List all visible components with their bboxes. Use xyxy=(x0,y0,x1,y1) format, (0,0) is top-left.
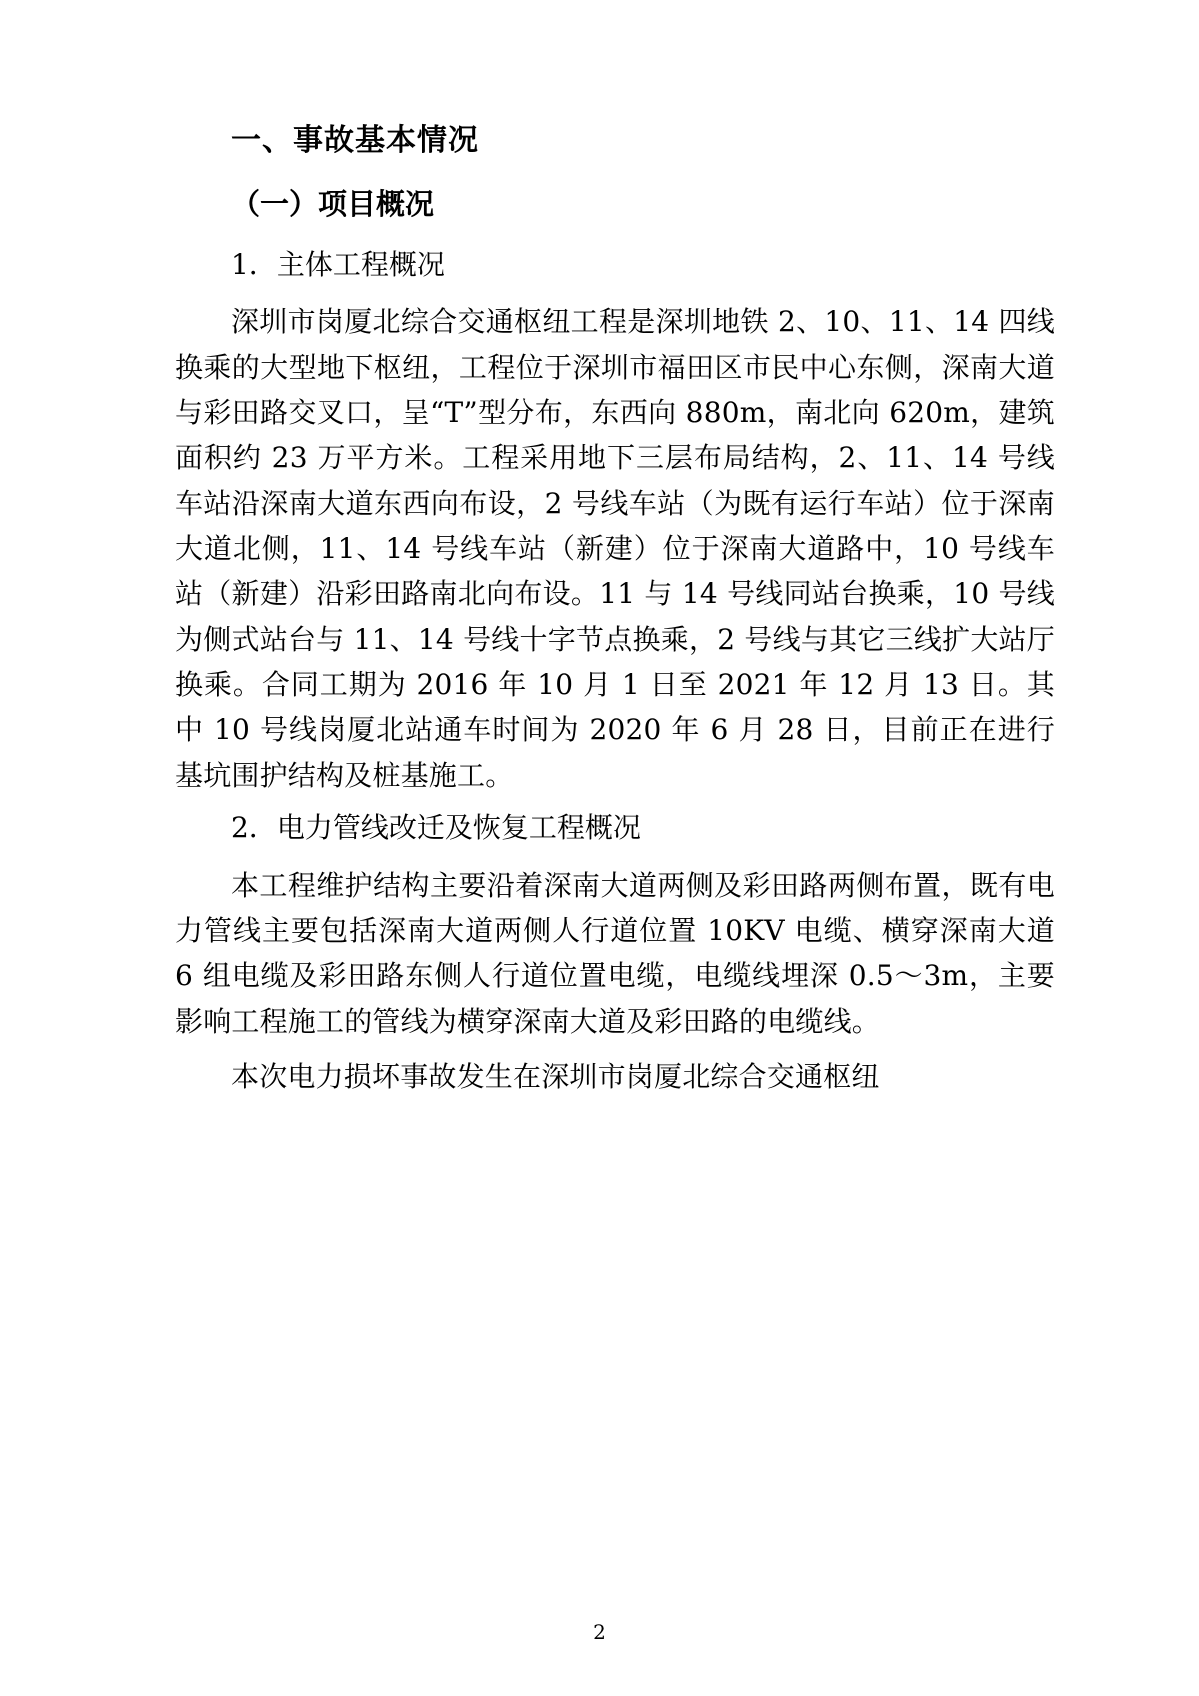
document-body xyxy=(175,120,1055,1100)
section-heading-power-line-works: 2．电力管线改迁及恢复工程概况 xyxy=(231,811,641,845)
section-heading-main-works: 1．主体工程概况 xyxy=(231,247,445,281)
paragraph-main-project-description: 深圳市岗厦北综合交通枢纽工程是深圳地铁 2、10、11、14 四线换乘的大型地下枢纽，工程位于深圳市福田区市民中心东侧，深南大道与彩田路交叉口，呈“T”型分布，东西向 880m，南北向 620m，建筑面积约 23 万平方米。工程采用地下三层布局结构，2、11、14 号线车站沿深南大道东西向布设，2 号线车站（为既有运行车站）位于深南大道北侧，11、14 号线车站（新建）位于深南大道路中，10 号线车站（新建）沿彩田路南北向布设。11 与 14 号线同站台换乘，10 号线为侧式站台与 11、14 号线十字节点换乘，2 号线与其它三线扩大站厅换乘。合同工期为 2016 年 10 月 1 日至 2021 年 12 月 13 日。其中 10 号线岗厦北站通车时间为 2020 年 6 月 28 日，目前正在进行基坑围护结构及桩基施工。 xyxy=(175,305,1055,792)
page-number: 2 xyxy=(593,1620,606,1644)
paragraph-power-line-description: 本工程维护结构主要沿着深南大道两侧及彩田路两侧布置，既有电力管线主要包括深南大道两侧人行道位置 10KV 电缆、横穿深南大道 6 组电缆及彩田路东侧人行道位置电缆，电缆线埋深 0.5～3m，主要影响工程施工的管线为横穿深南大道及彩田路的电缆线。 xyxy=(175,868,1055,1038)
section-heading-project-overview: （一）项目概况 xyxy=(231,187,435,221)
paragraph-accident-location: 本次电力损坏事故发生在深圳市岗厦北综合交通枢纽 xyxy=(231,1060,880,1094)
section-heading-accident-overview: 一、事故基本情况 xyxy=(231,123,479,158)
